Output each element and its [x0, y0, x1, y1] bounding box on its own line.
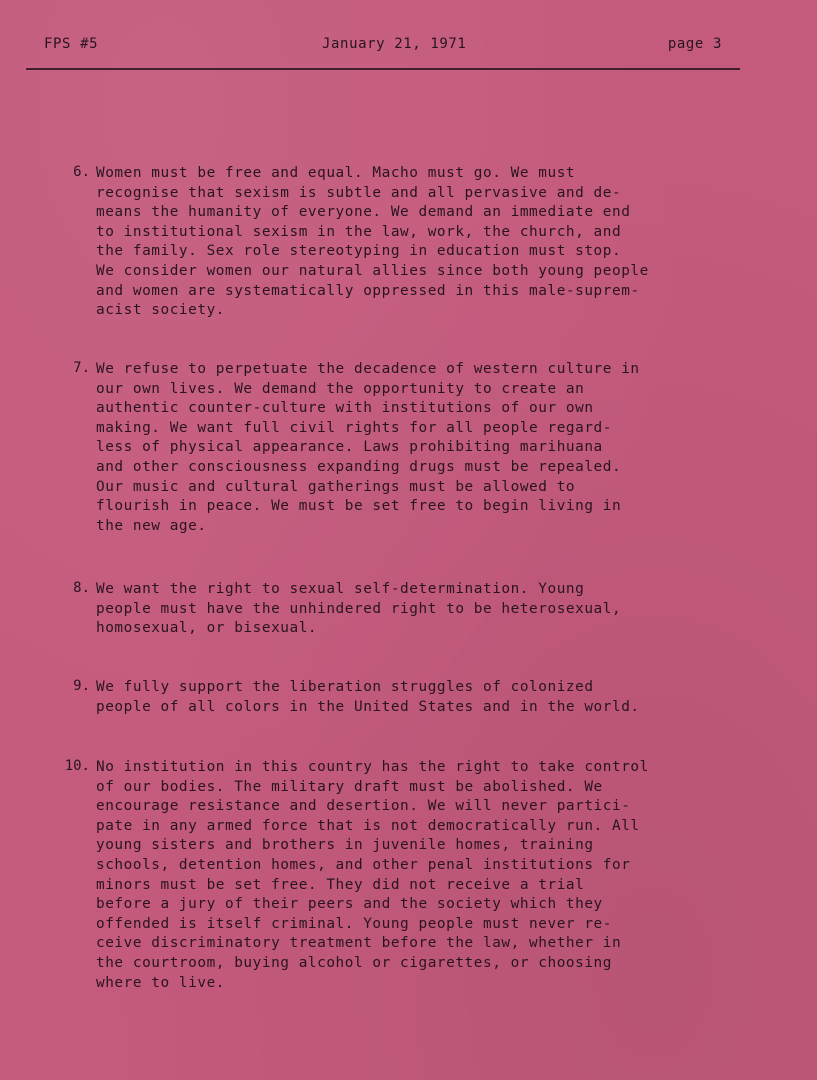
item-text: No institution in this country has the right to take control of our bodies. The military draft must be abolished. We encourage resistance and desertion. We will never partici- pate in any armed force that is not democratically run. All young sisters and brothers in juvenile homes, training schools, detention homes, and other penal institutions for minors must be set free. They did not receive a trial before a jury of their peers and the society which they offended is itself criminal. Young people must never re- ceive discriminatory treatment before the law, whether in the courtroom, buying alcohol or cigarettes, or choosing where to live.	[96, 759, 649, 991]
page-number: page 3	[667, 36, 722, 52]
item-number: 6.	[73, 164, 90, 180]
item-number: 10.	[64, 758, 90, 774]
page-header	[44, 36, 740, 58]
item-text: We want the right to sexual self-determination. Young people must have the unhindered right to be heterosexual, homosexual, or bisexual.	[96, 581, 622, 637]
header-divider	[26, 68, 740, 70]
item-number: 8.	[73, 580, 90, 596]
item-number: 9.	[73, 678, 90, 694]
item-number: 7.	[73, 360, 90, 376]
item-text: Women must be free and equal. Macho must go. We must recognise that sexism is subtle and all pervasive and de- means the humanity of everyone. We demand an immediate end to institutional sexism in the law, work, the church, and the family. Sex role stereotyping in education must stop. We consider women our natural allies since both young people and women are systematically oppressed in this male-suprem- acist society.	[96, 165, 649, 319]
document-id: FPS #5	[44, 36, 99, 52]
item-text: We fully support the liberation struggles of colonized people of all colors in the United States and in the world.	[96, 679, 640, 715]
document-date: January 21, 1971	[322, 36, 467, 52]
item-text: We refuse to perpetuate the decadence of western culture in our own lives. We demand the opportunity to create an authentic counter-culture with institutions of our own making. We want full civil rights for all people regard- less of physical appearance. Laws prohibiting marihuana and other consciousness expanding drugs must be repealed. Our music and cultural gatherings must be allowed to flourish in peace. We must be set free to begin living in the new age.	[96, 361, 640, 534]
